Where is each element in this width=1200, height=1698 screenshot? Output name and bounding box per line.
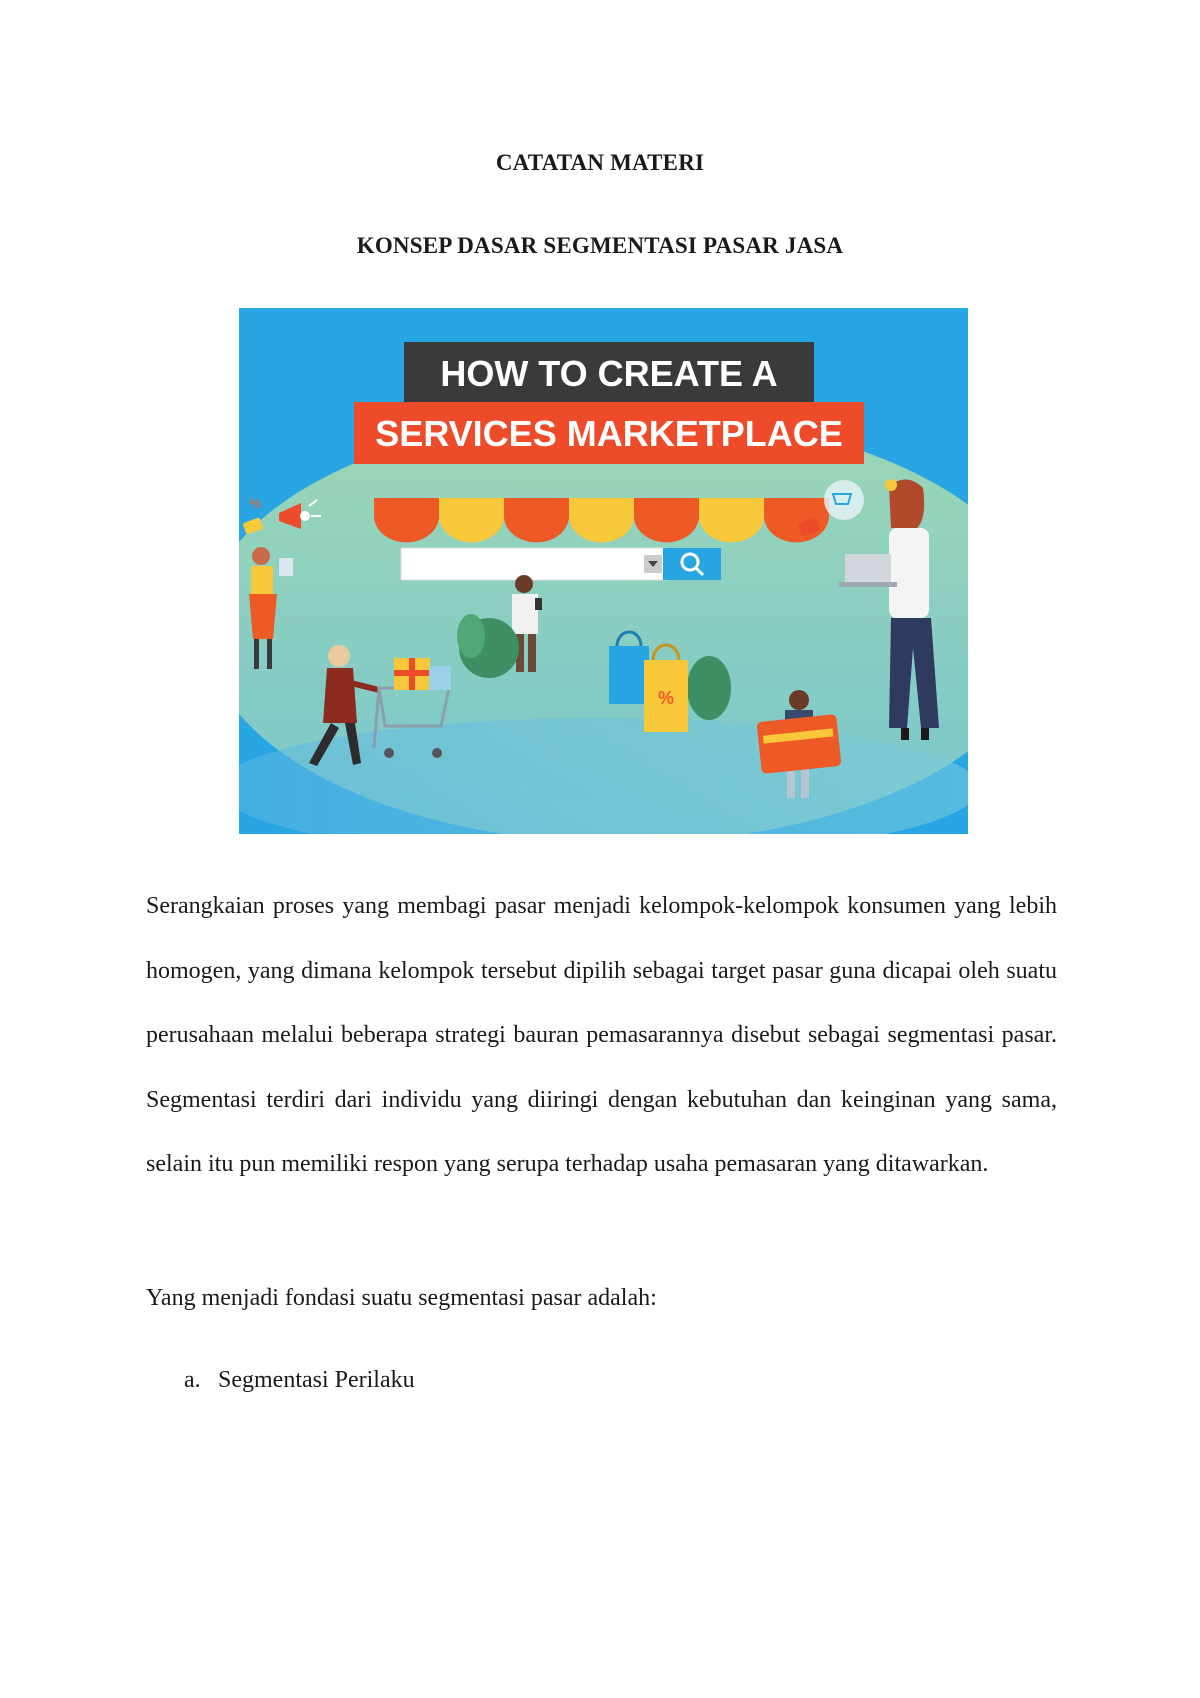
dropdown-icon	[644, 555, 662, 573]
cart-bubble-icon	[824, 480, 864, 520]
search-bar	[401, 548, 721, 580]
document-title: CATATAN MATERI	[495, 150, 705, 175]
body-paragraph: Serangkaian proses yang membagi pasar menjadi kelompok-kelompok konsumen yang lebih homogen, yang dimana kelompok tersebut dipilih sebagai target pasar guna dicapai oleh suatu perusahaan melalui beberapa strategi bauran pemasarannya disebut sebagai segmentasi pasar. Segmentasi terdiri dari individu yang diiringi dengan kebutuhan dan keinginan yang sama, selain itu pun memiliki respon yang serupa terhadap usaha pemasaran yang ditawarkan.	[146, 893, 1057, 1178]
list-item-text: Segmentasi Perilaku	[218, 1367, 415, 1393]
document-subtitle: KONSEP DASAR SEGMENTASI PASAR JASA	[356, 233, 844, 258]
plant-right	[687, 656, 731, 720]
bag-percent: %	[657, 688, 675, 708]
headline-line2: SERVICES MARKETPLACE	[375, 413, 843, 454]
list-item	[146, 1367, 415, 1394]
credit-card-icon	[757, 714, 842, 774]
headline-line1: HOW TO CREATE A	[440, 353, 778, 394]
percent-tag-left: %	[249, 495, 262, 511]
list-marker: a.	[184, 1367, 201, 1393]
phone-icon	[535, 598, 542, 610]
laptop-icon	[839, 554, 897, 587]
headline	[354, 342, 864, 464]
marketplace-illustration	[239, 308, 968, 834]
foundation-intro: Yang menjadi fondasi suatu segmentasi pasar adalah:	[146, 1285, 657, 1311]
tablet-icon	[279, 558, 293, 576]
coin-icon	[885, 479, 897, 491]
